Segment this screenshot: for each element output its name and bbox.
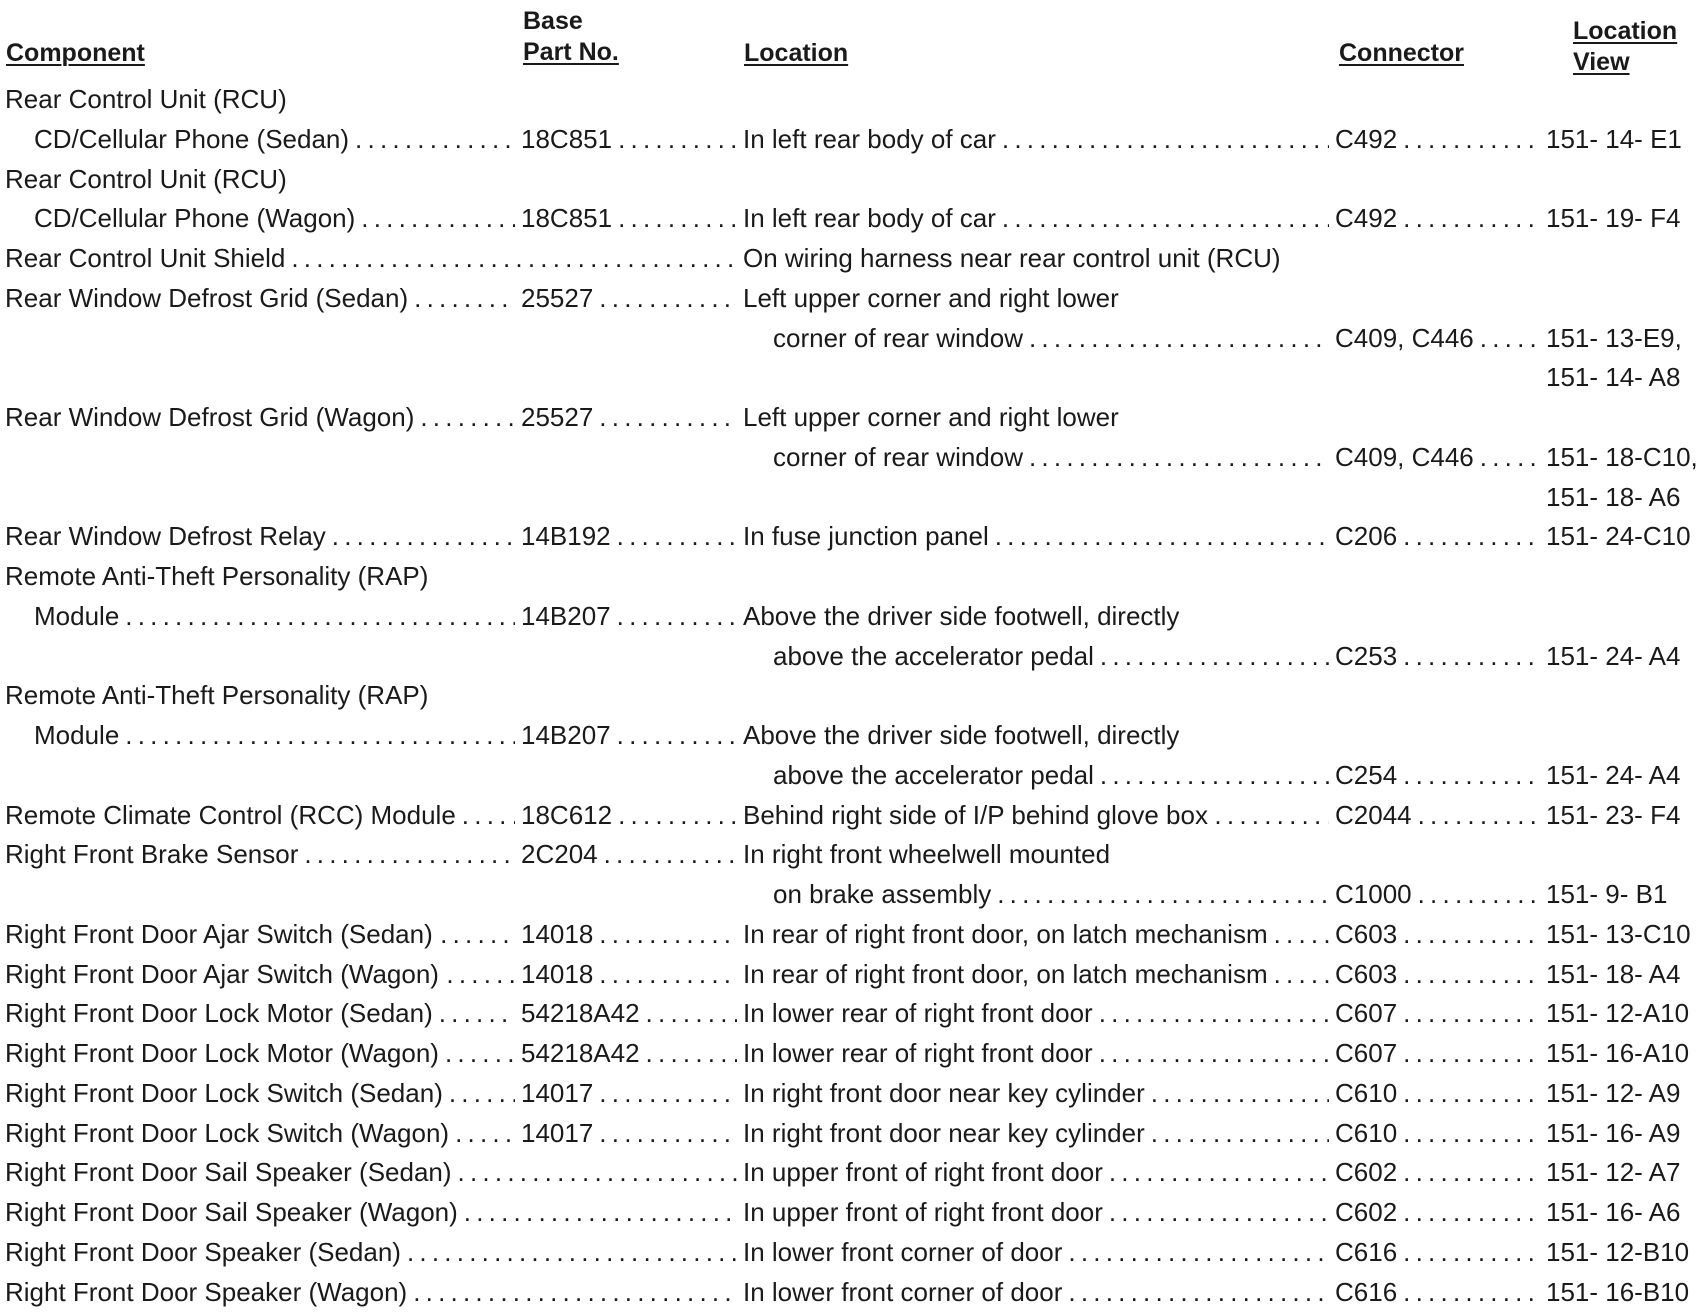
table-row bbox=[0, 1114, 1702, 1154]
dot-leader bbox=[1068, 1233, 1329, 1273]
dot-leader bbox=[599, 915, 737, 955]
dot-leader bbox=[1403, 915, 1540, 955]
component-name: Right Front Door Ajar Switch (Wagon) bbox=[5, 958, 439, 989]
dot-leader bbox=[1403, 199, 1540, 239]
dot-leader bbox=[1151, 1074, 1329, 1114]
dot-leader bbox=[599, 279, 737, 319]
component-name: Module bbox=[34, 600, 120, 631]
table-row bbox=[0, 239, 1702, 279]
dot-leader bbox=[458, 1153, 737, 1193]
dot-leader bbox=[1100, 756, 1329, 796]
location-text: In left rear body of car bbox=[743, 203, 996, 234]
table-row bbox=[0, 557, 1702, 597]
base-part-number: 14018 bbox=[521, 958, 594, 989]
base-part-number: 14B207 bbox=[521, 720, 611, 750]
connector-id: C607 bbox=[1335, 998, 1398, 1029]
dot-leader bbox=[1214, 796, 1329, 836]
component-name: Remote Anti-Theft Personality (RAP) bbox=[5, 561, 429, 591]
location-text: In lower rear of right front door bbox=[743, 1038, 1093, 1068]
connector-id: C616 bbox=[1335, 1236, 1398, 1267]
location-view: 151- 13-E9, bbox=[1546, 322, 1682, 353]
location-view: 151- 16-B10 bbox=[1546, 1276, 1690, 1307]
table-row bbox=[0, 358, 1702, 398]
header-location-label: Location bbox=[744, 39, 849, 67]
location-view: 151- 12-B10 bbox=[1546, 1236, 1690, 1267]
location-view: 151- 24- A4 bbox=[1546, 640, 1681, 671]
component-name: Remote Climate Control (RCC) Module bbox=[5, 799, 456, 830]
dot-leader bbox=[1100, 637, 1329, 677]
table-row bbox=[0, 835, 1702, 875]
table-row bbox=[0, 160, 1702, 200]
dot-leader bbox=[1109, 1153, 1329, 1193]
dot-leader bbox=[1109, 1193, 1329, 1233]
dot-leader bbox=[439, 994, 515, 1034]
component-name: Right Front Door Speaker (Sedan) bbox=[5, 1236, 401, 1267]
connector-id: C253 bbox=[1335, 640, 1398, 671]
location-view: 151- 14- A8 bbox=[1546, 362, 1681, 393]
location-view: 151- 12- A7 bbox=[1546, 1157, 1681, 1188]
connector-id: C602 bbox=[1335, 1197, 1398, 1227]
base-part-number: 14018 bbox=[521, 918, 594, 949]
dot-leader bbox=[332, 517, 515, 557]
table-row bbox=[0, 597, 1702, 637]
dot-leader bbox=[1099, 1034, 1329, 1074]
dot-leader bbox=[125, 597, 515, 637]
component-name: CD/Cellular Phone (Wagon) bbox=[34, 203, 356, 234]
base-part-number: 18C851 bbox=[521, 123, 613, 154]
dot-leader bbox=[1274, 915, 1329, 955]
dot-leader bbox=[618, 199, 737, 239]
base-part-number: 14017 bbox=[521, 1077, 594, 1108]
component-name: Remote Anti-Theft Personality (RAP) bbox=[5, 680, 429, 711]
location-view: 151- 9- B1 bbox=[1546, 879, 1668, 909]
dot-leader bbox=[618, 796, 737, 836]
base-part-number: 2C204 bbox=[521, 839, 598, 870]
connector-id: C616 bbox=[1335, 1276, 1398, 1307]
dot-leader bbox=[617, 597, 737, 637]
connector-id: C603 bbox=[1335, 958, 1398, 989]
dot-leader bbox=[414, 279, 515, 319]
table-row bbox=[0, 1193, 1702, 1233]
component-name: Rear Control Unit (RCU) bbox=[5, 84, 287, 114]
table-header bbox=[0, 0, 1702, 80]
location-text: In rear of right front door, on latch mechanism bbox=[743, 958, 1268, 989]
connector-id: C610 bbox=[1335, 1077, 1398, 1108]
dot-leader bbox=[455, 1114, 515, 1154]
connector-id: C206 bbox=[1335, 521, 1398, 552]
dot-leader bbox=[1418, 796, 1540, 836]
header-location-view bbox=[1573, 16, 1677, 78]
component-name: Right Front Brake Sensor bbox=[5, 839, 299, 870]
table-row bbox=[0, 1273, 1702, 1312]
connector-id: C1000 bbox=[1335, 879, 1412, 909]
location-text: Above the driver side footwell, directly bbox=[743, 600, 1180, 631]
table-row bbox=[0, 319, 1702, 359]
dot-leader bbox=[445, 1034, 515, 1074]
dot-leader bbox=[1274, 955, 1329, 995]
dot-leader bbox=[1403, 1193, 1540, 1233]
dot-leader bbox=[599, 1074, 737, 1114]
table-row bbox=[0, 994, 1702, 1034]
dot-leader bbox=[361, 199, 515, 239]
dot-leader bbox=[1403, 1114, 1540, 1154]
location-view: 151- 18- A4 bbox=[1546, 958, 1681, 989]
component-name: Right Front Door Sail Speaker (Wagon) bbox=[5, 1197, 458, 1227]
component-name: Rear Control Unit (RCU) bbox=[5, 163, 287, 194]
connector-id: C409, C446 bbox=[1335, 322, 1474, 353]
table-row bbox=[0, 796, 1702, 836]
component-name: Right Front Door Lock Motor (Wagon) bbox=[5, 1038, 439, 1068]
dot-leader bbox=[1403, 756, 1540, 796]
location-text: In upper front of right front door bbox=[743, 1157, 1103, 1188]
dot-leader bbox=[413, 1273, 737, 1312]
dot-leader bbox=[618, 120, 737, 160]
table-row bbox=[0, 120, 1702, 160]
component-name: Rear Window Defrost Relay bbox=[5, 521, 326, 552]
connector-id: C602 bbox=[1335, 1157, 1398, 1188]
location-view: 151- 16-A10 bbox=[1546, 1038, 1690, 1068]
table-row bbox=[0, 438, 1702, 478]
location-text: In right front door near key cylinder bbox=[743, 1117, 1145, 1148]
location-text: Behind right side of I/P behind glove box bbox=[743, 799, 1208, 830]
dot-leader bbox=[1403, 1273, 1540, 1312]
table-row bbox=[0, 1034, 1702, 1074]
dot-leader bbox=[1068, 1273, 1329, 1312]
base-part-number: 25527 bbox=[521, 402, 594, 432]
location-view: 151- 13-C10 bbox=[1546, 918, 1691, 949]
dot-leader bbox=[617, 517, 737, 557]
location-text: Left upper corner and right lower bbox=[743, 282, 1119, 313]
header-view-line1: Location bbox=[1573, 17, 1678, 45]
component-name: Right Front Door Sail Speaker (Sedan) bbox=[5, 1157, 452, 1188]
location-view: 151- 12-A10 bbox=[1546, 998, 1690, 1029]
component-name: Right Front Door Lock Motor (Sedan) bbox=[5, 998, 433, 1029]
connector-id: C492 bbox=[1335, 203, 1398, 234]
parts-table-body bbox=[0, 80, 1702, 1312]
table-row bbox=[0, 875, 1702, 915]
base-part-number: 54218A42 bbox=[521, 998, 640, 1029]
dot-leader bbox=[995, 517, 1329, 557]
location-text: In left rear body of car bbox=[743, 123, 996, 154]
location-text: above the accelerator pedal bbox=[773, 640, 1094, 671]
location-view: 151- 24-C10 bbox=[1546, 521, 1691, 552]
component-name: Rear Control Unit Shield bbox=[5, 243, 286, 273]
header-part-line1: Base bbox=[523, 7, 583, 35]
connector-id: C2044 bbox=[1335, 799, 1412, 830]
location-text: On wiring harness near rear control unit (RCU) bbox=[743, 243, 1281, 273]
dot-leader bbox=[1029, 438, 1329, 478]
dot-leader bbox=[304, 835, 515, 875]
location-text: corner of rear window bbox=[773, 441, 1023, 472]
location-text: In upper front of right front door bbox=[743, 1197, 1103, 1227]
dot-leader bbox=[1403, 120, 1540, 160]
table-row bbox=[0, 1074, 1702, 1114]
dot-leader bbox=[125, 716, 515, 756]
connector-id: C492 bbox=[1335, 123, 1398, 154]
dot-leader bbox=[599, 1114, 737, 1154]
dot-leader bbox=[997, 875, 1329, 915]
dot-leader bbox=[446, 955, 515, 995]
dot-leader bbox=[1029, 319, 1329, 359]
base-part-number: 18C612 bbox=[521, 799, 613, 830]
header-location bbox=[744, 38, 848, 69]
table-row bbox=[0, 1153, 1702, 1193]
dot-leader bbox=[1403, 1074, 1540, 1114]
dot-leader bbox=[617, 716, 737, 756]
dot-leader bbox=[1480, 319, 1540, 359]
header-view-line2: View bbox=[1573, 48, 1630, 76]
dot-leader bbox=[355, 120, 515, 160]
dot-leader bbox=[599, 398, 737, 438]
connector-id: C610 bbox=[1335, 1117, 1398, 1148]
dot-leader bbox=[1403, 1034, 1540, 1074]
base-part-number: 25527 bbox=[521, 282, 594, 313]
header-connector bbox=[1339, 38, 1464, 69]
location-view: 151- 16- A9 bbox=[1546, 1117, 1681, 1148]
dot-leader bbox=[1099, 994, 1329, 1034]
connector-id: C409, C446 bbox=[1335, 441, 1474, 472]
location-text: In right front wheelwell mounted bbox=[743, 839, 1111, 870]
table-row bbox=[0, 637, 1702, 677]
component-name: Right Front Door Speaker (Wagon) bbox=[5, 1276, 408, 1307]
dot-leader bbox=[1151, 1114, 1329, 1154]
location-text: on brake assembly bbox=[773, 879, 992, 909]
location-text: corner of rear window bbox=[773, 322, 1023, 353]
table-row bbox=[0, 756, 1702, 796]
table-row bbox=[0, 955, 1702, 995]
table-row bbox=[0, 199, 1702, 239]
location-view: 151- 23- F4 bbox=[1546, 799, 1681, 830]
location-view: 151- 18- A6 bbox=[1546, 481, 1681, 512]
component-name: Rear Window Defrost Grid (Wagon) bbox=[5, 402, 415, 432]
table-row bbox=[0, 478, 1702, 518]
component-name: Right Front Door Lock Switch (Wagon) bbox=[5, 1117, 450, 1148]
dot-leader bbox=[420, 398, 515, 438]
component-name: Module bbox=[34, 720, 120, 750]
location-view: 151- 16- A6 bbox=[1546, 1197, 1681, 1227]
location-view: 151- 12- A9 bbox=[1546, 1077, 1681, 1108]
table-row bbox=[0, 915, 1702, 955]
dot-leader bbox=[1418, 875, 1540, 915]
dot-leader bbox=[1403, 1153, 1540, 1193]
dot-leader bbox=[407, 1233, 737, 1273]
base-part-number: 18C851 bbox=[521, 203, 613, 234]
dot-leader bbox=[1403, 517, 1540, 557]
location-text: In lower front corner of door bbox=[743, 1276, 1063, 1307]
dot-leader bbox=[604, 835, 737, 875]
connector-id: C607 bbox=[1335, 1038, 1398, 1068]
location-text: In lower front corner of door bbox=[743, 1236, 1063, 1267]
table-row bbox=[0, 517, 1702, 557]
location-view: 151- 18-C10, bbox=[1546, 441, 1698, 472]
base-part-number: 14B207 bbox=[521, 600, 611, 631]
location-text: In lower rear of right front door bbox=[743, 998, 1093, 1029]
base-part-number: 14B192 bbox=[521, 521, 611, 552]
component-name: Rear Window Defrost Grid (Sedan) bbox=[5, 282, 409, 313]
dot-leader bbox=[1480, 438, 1540, 478]
dot-leader bbox=[440, 915, 515, 955]
base-part-number: 14017 bbox=[521, 1117, 594, 1148]
location-view: 151- 24- A4 bbox=[1546, 759, 1681, 790]
component-name: Right Front Door Ajar Switch (Sedan) bbox=[5, 918, 433, 949]
dot-leader bbox=[1403, 955, 1540, 995]
connector-id: C603 bbox=[1335, 918, 1398, 949]
table-row bbox=[0, 398, 1702, 438]
header-part-line2: Part No. bbox=[523, 38, 619, 66]
header-base-part-no bbox=[523, 6, 619, 68]
dot-leader bbox=[599, 955, 737, 995]
location-text: In fuse junction panel bbox=[743, 521, 989, 552]
location-text: Left upper corner and right lower bbox=[743, 402, 1119, 432]
dot-leader bbox=[1403, 994, 1540, 1034]
table-row bbox=[0, 279, 1702, 319]
location-view: 151- 14- E1 bbox=[1546, 123, 1682, 154]
component-name: Right Front Door Lock Switch (Sedan) bbox=[5, 1077, 443, 1108]
location-text: Above the driver side footwell, directly bbox=[743, 720, 1180, 750]
dot-leader bbox=[1002, 120, 1329, 160]
dot-leader bbox=[1403, 637, 1540, 677]
dot-leader bbox=[449, 1074, 515, 1114]
header-component bbox=[6, 38, 145, 69]
dot-leader bbox=[646, 994, 737, 1034]
component-name: CD/Cellular Phone (Sedan) bbox=[34, 123, 350, 154]
table-row bbox=[0, 716, 1702, 756]
location-text: above the accelerator pedal bbox=[773, 759, 1094, 790]
table-row bbox=[0, 676, 1702, 716]
header-component-label: Component bbox=[6, 39, 145, 67]
dot-leader bbox=[1002, 199, 1329, 239]
dot-leader bbox=[1403, 1233, 1540, 1273]
location-view: 151- 19- F4 bbox=[1546, 203, 1681, 234]
location-text: In rear of right front door, on latch mechanism bbox=[743, 918, 1268, 949]
location-text: In right front door near key cylinder bbox=[743, 1077, 1145, 1108]
dot-leader bbox=[646, 1034, 737, 1074]
table-row bbox=[0, 80, 1702, 120]
dot-leader bbox=[464, 1193, 737, 1233]
base-part-number: 54218A42 bbox=[521, 1038, 640, 1068]
dot-leader bbox=[462, 796, 515, 836]
header-connector-label: Connector bbox=[1339, 39, 1464, 67]
connector-id: C254 bbox=[1335, 759, 1398, 790]
dot-leader bbox=[291, 239, 737, 279]
table-row bbox=[0, 1233, 1702, 1273]
